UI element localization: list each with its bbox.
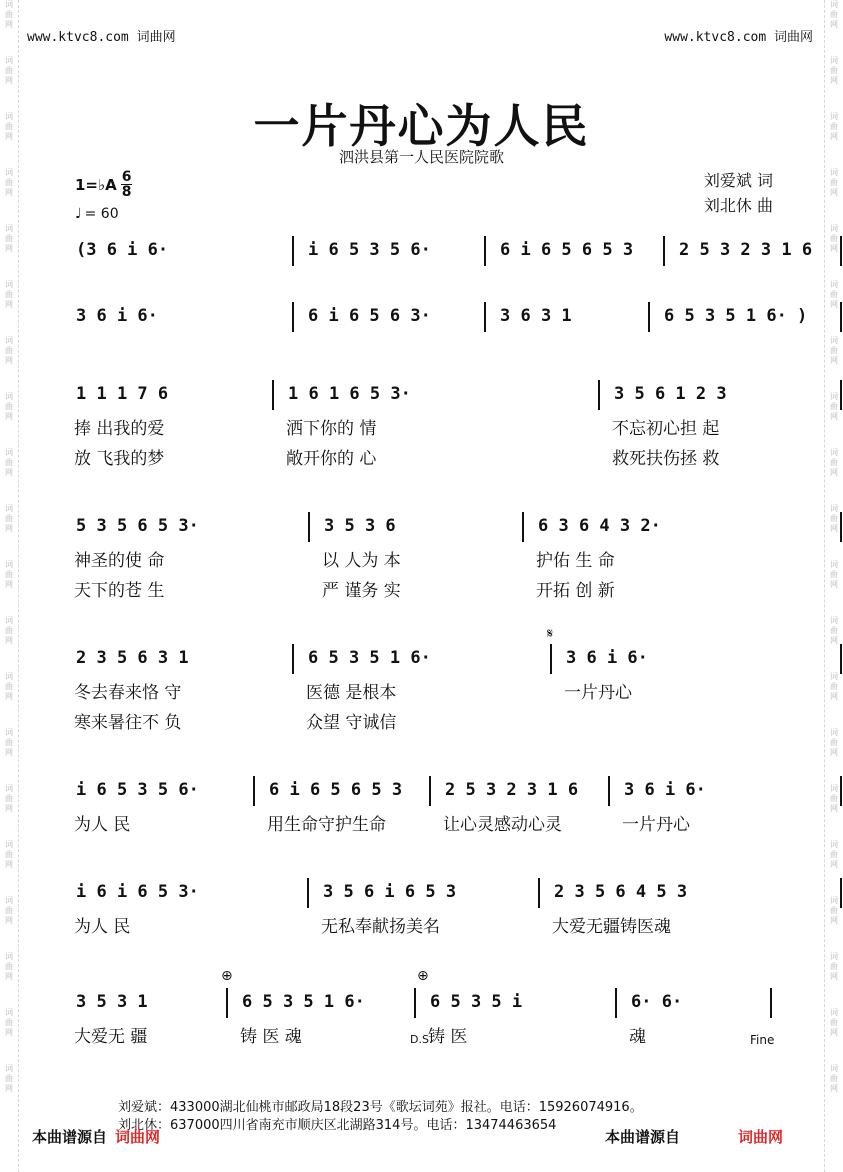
lyric-text: 铸 医 魂 bbox=[240, 1027, 302, 1047]
watermark-mark: 词 曲 网 bbox=[830, 672, 838, 701]
lyric-text: 不忘初心担 起 bbox=[612, 419, 720, 439]
lyric-text: 医德 是根本 bbox=[306, 683, 397, 703]
watermark-mark: 词 曲 网 bbox=[5, 616, 13, 645]
segno-icon: 𝄋 bbox=[547, 626, 554, 642]
notes-row bbox=[70, 644, 778, 676]
measure-notes: 2 5 3 2 3 1 6 bbox=[445, 780, 579, 800]
watermark-mark: 词 曲 网 bbox=[5, 952, 13, 981]
source-note-left bbox=[32, 1126, 160, 1147]
measure-notes: 2 3 5 6 4 5 3 bbox=[554, 882, 688, 902]
lyric-text: 让心灵感动心灵 bbox=[443, 815, 562, 835]
site-url-right[interactable]: www.ktvc8.com 词曲网 bbox=[664, 30, 813, 45]
time-numerator: 6 bbox=[121, 169, 132, 185]
barline bbox=[308, 512, 310, 542]
watermark-mark: 词 曲 网 bbox=[830, 280, 838, 309]
ds-label: D.S. bbox=[410, 1033, 433, 1046]
lyric-text: 众望 守诚信 bbox=[306, 713, 397, 733]
measure-notes: 6 5 3 5 i bbox=[430, 992, 523, 1012]
watermark-mark: 词 曲 网 bbox=[5, 896, 13, 925]
barline bbox=[272, 380, 274, 410]
watermark-mark: 词 曲 网 bbox=[830, 784, 838, 813]
score-system bbox=[70, 878, 778, 940]
barline bbox=[522, 512, 524, 542]
measure-notes: 6 5 3 5 1 6· ) bbox=[664, 306, 808, 326]
barline bbox=[292, 644, 294, 674]
lyric-text: 神圣的使 命 bbox=[74, 551, 165, 571]
lyric-text: 无私奉献扬美名 bbox=[321, 917, 440, 937]
measure-notes: 6· 6· bbox=[631, 992, 683, 1012]
watermark-mark: 词 曲 网 bbox=[5, 840, 13, 869]
barline bbox=[292, 302, 294, 332]
watermark-mark: 词 曲 网 bbox=[830, 952, 838, 981]
lyric-text: 冬去春来恪 守 bbox=[74, 683, 182, 703]
measure-notes: i 6 i 6 5 3· bbox=[76, 882, 199, 902]
song-title: 一片丹心为人民 bbox=[253, 99, 590, 153]
watermark-mark: 词 曲 网 bbox=[830, 560, 838, 589]
measure-notes: 1 6 1 6 5 3· bbox=[288, 384, 411, 404]
lyricist-credit: 刘爱斌 词 bbox=[703, 171, 773, 190]
notes-row bbox=[70, 512, 778, 544]
measure-notes: 1 1 1 7 6 bbox=[76, 384, 169, 404]
measure-notes: 3 5 3 6 bbox=[324, 516, 396, 536]
source-label-right: 本曲谱源自 bbox=[605, 1128, 681, 1146]
tempo-value: = 60 bbox=[84, 206, 119, 222]
watermark-mark: 词 曲 网 bbox=[830, 1064, 838, 1093]
watermark-mark: 词 曲 网 bbox=[830, 728, 838, 757]
coda-icon-2: ⊕ bbox=[417, 968, 429, 984]
notes-row bbox=[70, 236, 813, 268]
right-watermark-strip bbox=[824, 0, 843, 1172]
notes-row bbox=[70, 776, 778, 808]
lyric-text: 一片丹心 bbox=[622, 815, 690, 835]
watermark-mark: 词 曲 网 bbox=[5, 112, 13, 141]
watermark-mark: 词 曲 网 bbox=[830, 1008, 838, 1037]
lyric-text: 大爱无疆铸医魂 bbox=[552, 917, 671, 937]
watermark-mark: 词 曲 网 bbox=[830, 616, 838, 645]
barline bbox=[429, 776, 431, 806]
lyric-text: 一片丹心 bbox=[564, 683, 632, 703]
measure-notes: 2 3 5 6 3 1 bbox=[76, 648, 189, 668]
key-label: 1=♭A bbox=[75, 175, 117, 194]
measure-notes: i 6 5 3 5 6· bbox=[76, 780, 199, 800]
watermark-mark: 词 曲 网 bbox=[5, 0, 13, 29]
lyricist-address: 刘爱斌：433000湖北仙桃市邮政局18段23号《歌坛词苑》报社。电话：15926074916。 bbox=[118, 1100, 643, 1115]
barline bbox=[253, 776, 255, 806]
watermark-mark: 词 曲 网 bbox=[830, 448, 838, 477]
barline bbox=[307, 878, 309, 908]
lyric-text: 大爱无 疆 bbox=[74, 1027, 148, 1047]
lyric-text: 天下的苍 生 bbox=[74, 581, 165, 601]
lyric-text: 护佑 生 命 bbox=[536, 551, 615, 571]
watermark-mark: 词 曲 网 bbox=[830, 896, 838, 925]
watermark-mark: 词 曲 网 bbox=[5, 1064, 13, 1093]
watermark-mark: 词 曲 网 bbox=[5, 448, 13, 477]
tempo-marking bbox=[75, 206, 119, 222]
site-url-left[interactable]: www.ktvc8.com 词曲网 bbox=[27, 30, 176, 45]
left-watermark-strip bbox=[0, 0, 19, 1172]
song-subtitle: 泗洪县第一人民医院院歌 bbox=[338, 148, 504, 166]
measure-notes: 2 5 3 2 3 1 6 bbox=[679, 240, 813, 260]
lyric-text: 铸 医 bbox=[428, 1027, 468, 1047]
watermark-mark: 词 曲 网 bbox=[5, 392, 13, 421]
score-system bbox=[70, 236, 813, 268]
score-system bbox=[70, 380, 778, 472]
fine-label: Fine bbox=[750, 1033, 775, 1047]
watermark-mark: 词 曲 网 bbox=[830, 168, 838, 197]
lyric-text: 魂 bbox=[629, 1027, 646, 1047]
coda-icon: ⊕ bbox=[221, 968, 233, 984]
notes-row bbox=[70, 302, 808, 334]
measure-notes: 6 i 6 5 6 5 3 bbox=[500, 240, 634, 260]
barline bbox=[840, 878, 842, 908]
lyrics-verse-2 bbox=[70, 442, 778, 472]
notes-row bbox=[70, 878, 778, 910]
measure-notes: 3 5 6 i 6 5 3 bbox=[323, 882, 457, 902]
watermark-mark: 词 曲 网 bbox=[5, 728, 13, 757]
lyrics-verse-1 bbox=[70, 676, 778, 706]
measure-notes: (3 6 i 6· bbox=[76, 240, 169, 260]
lyric-text: 救死扶伤拯 救 bbox=[612, 449, 720, 469]
lyrics-verse-1 bbox=[70, 412, 778, 442]
lyrics-verse-2 bbox=[70, 706, 778, 736]
measure-notes: 6 5 3 5 1 6· bbox=[308, 648, 431, 668]
source-label-left: 本曲谱源自 bbox=[32, 1128, 108, 1146]
watermark-mark: 词 曲 网 bbox=[5, 784, 13, 813]
measure-notes: 3 6 i 6· bbox=[566, 648, 648, 668]
barline bbox=[770, 988, 772, 1018]
watermark-mark: 词 曲 网 bbox=[5, 672, 13, 701]
barline bbox=[484, 236, 486, 266]
lyric-text: 洒下你的 情 bbox=[286, 419, 377, 439]
lyric-text: 放 飞我的梦 bbox=[74, 449, 165, 469]
lyric-text: 为人 民 bbox=[74, 815, 131, 835]
watermark-mark: 词 曲 网 bbox=[5, 56, 13, 85]
score-system bbox=[70, 512, 778, 604]
measure-notes: 5 3 5 6 5 3· bbox=[76, 516, 199, 536]
source-site-right[interactable]: 词曲网 bbox=[738, 1128, 784, 1146]
lyrics-verse-1 bbox=[70, 808, 778, 838]
score-system bbox=[70, 644, 778, 736]
barline bbox=[663, 236, 665, 266]
composer-address: 刘北休：637000四川省南充市顺庆区北湖路314号。电话：13474463654 bbox=[118, 1118, 557, 1133]
watermark-mark: 词 曲 网 bbox=[5, 1008, 13, 1037]
source-note-right bbox=[605, 1126, 783, 1147]
watermark-mark: 词 曲 网 bbox=[830, 392, 838, 421]
lyrics-verse-2 bbox=[70, 574, 778, 604]
barline bbox=[840, 776, 842, 806]
watermark-mark: 词 曲 网 bbox=[5, 336, 13, 365]
measure-notes: 3 5 3 1 bbox=[76, 992, 148, 1012]
lyric-text: 开拓 创 新 bbox=[536, 581, 615, 601]
watermark-mark: 词 曲 网 bbox=[5, 560, 13, 589]
key-signature bbox=[75, 170, 132, 199]
barline bbox=[648, 302, 650, 332]
measure-notes: 6 3 6 4 3 2· bbox=[538, 516, 661, 536]
watermark-mark: 词 曲 网 bbox=[5, 280, 13, 309]
measure-notes: 6 i 6 5 6 3· bbox=[308, 306, 431, 326]
barline bbox=[608, 776, 610, 806]
quarter-note-icon: ♩ bbox=[75, 206, 82, 222]
watermark-mark: 词 曲 网 bbox=[830, 56, 838, 85]
measure-notes: 3 6 i 6· bbox=[624, 780, 706, 800]
barline bbox=[226, 988, 228, 1018]
measure-notes: 3 5 6 1 2 3 bbox=[614, 384, 727, 404]
lyric-text: 为人 民 bbox=[74, 917, 131, 937]
barline bbox=[292, 236, 294, 266]
watermark-mark: 词 曲 网 bbox=[830, 840, 838, 869]
barline bbox=[840, 644, 842, 674]
barline bbox=[414, 988, 416, 1018]
barline bbox=[550, 644, 552, 674]
time-denominator: 8 bbox=[121, 184, 132, 200]
score-system bbox=[70, 302, 808, 334]
lyrics-verse-1 bbox=[70, 544, 778, 574]
barline bbox=[840, 380, 842, 410]
barline bbox=[840, 302, 842, 332]
lyric-text: 用生命守护生命 bbox=[267, 815, 386, 835]
barline bbox=[598, 380, 600, 410]
watermark-mark: 词 曲 网 bbox=[830, 504, 838, 533]
barline bbox=[484, 302, 486, 332]
measure-notes: 6 i 6 5 6 5 3 bbox=[269, 780, 403, 800]
barline bbox=[840, 236, 842, 266]
measure-notes: 6 5 3 5 1 6· bbox=[242, 992, 365, 1012]
composer-credit: 刘北休 曲 bbox=[703, 196, 773, 215]
watermark-mark: 词 曲 网 bbox=[5, 224, 13, 253]
lyric-text: 捧 出我的爱 bbox=[74, 419, 165, 439]
watermark-mark: 词 曲 网 bbox=[5, 504, 13, 533]
barline bbox=[538, 878, 540, 908]
watermark-mark: 词 曲 网 bbox=[830, 336, 838, 365]
barline bbox=[840, 512, 842, 542]
time-signature bbox=[121, 170, 133, 199]
source-site-left[interactable]: 词曲网 bbox=[115, 1128, 161, 1146]
measure-notes: 3 6 3 1 bbox=[500, 306, 572, 326]
lyric-text: 以 人为 本 bbox=[322, 551, 401, 571]
watermark-mark: 词 曲 网 bbox=[830, 224, 838, 253]
watermark-mark: 词 曲 网 bbox=[830, 112, 838, 141]
barline bbox=[615, 988, 617, 1018]
measure-notes: i 6 5 3 5 6· bbox=[308, 240, 431, 260]
notes-row bbox=[70, 988, 778, 1020]
lyrics-verse-1 bbox=[70, 910, 778, 940]
score-system bbox=[70, 776, 778, 838]
watermark-mark: 词 曲 网 bbox=[830, 0, 838, 29]
notes-row bbox=[70, 380, 778, 412]
watermark-mark: 词 曲 网 bbox=[5, 168, 13, 197]
lyric-text: 敞开你的 心 bbox=[286, 449, 377, 469]
lyric-text: 严 谨务 实 bbox=[322, 581, 401, 601]
measure-notes: 3 6 i 6· bbox=[76, 306, 158, 326]
lyric-text: 寒来暑往不 负 bbox=[74, 713, 182, 733]
